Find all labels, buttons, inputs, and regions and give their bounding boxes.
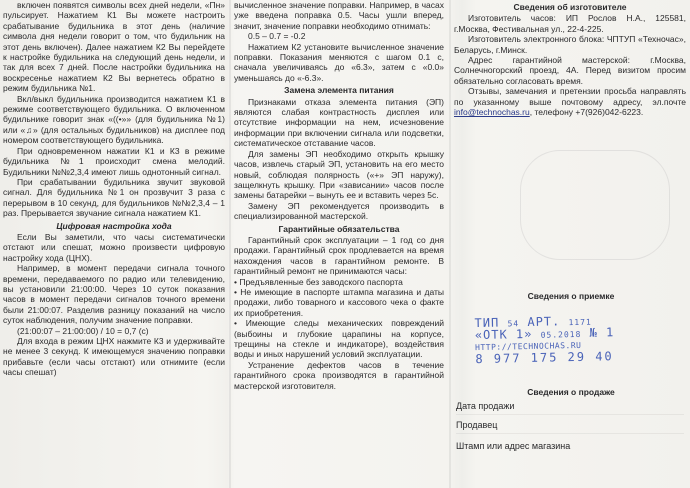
email-link[interactable]: info@technochas.ru (454, 107, 530, 118)
adjustment-example-paragraph: Например, в момент передачи сигнала точного времени, передаваемого по радио или телевидению, вы установили 21:00:00. Через 10 суток показания часов в момент передачи сигналов точного времени были 21:00:07. Разделив разницу показаний на число суток наблюдения, получим значение поправки. (3, 263, 225, 326)
correction-value-paragraph: вычисленное значение поправки. Например, в часах уже введена поправка 0.5. Часы ушли вперед, значит, значение поправки необходимо отнимать: (234, 0, 444, 31)
electronics-manufacturer: Изготовитель электронного блока: ЧПТУП «Техночас», Беларусь, г.Минск. (454, 34, 686, 55)
manufacturer-address: Изготовитель часов: ИП Рослов Н.А., 125581, г.Москва, Фестивальная ул., 22-4-225. (454, 13, 686, 34)
seller-label: Продавец (456, 420, 498, 430)
shop-stamp-label: Штамп или адрес магазина (456, 441, 571, 451)
warranty-repair-paragraph: Устранение дефектов часов в течение гарантийного срока производятся в гарантийной мастерской изготовителя. (234, 359, 444, 391)
feedback-phone: , телефону +7(926)042-6223. (529, 107, 644, 118)
service-center-address: Адрес гарантийной мастерской: г.Москва, Солнечногорский проезд, 4А. Перед визитом просим обязательно согласовать время. (454, 55, 686, 86)
battery-replacement-heading: Замена элемента питания (284, 85, 394, 96)
acceptance-heading: Сведения о приемке (527, 291, 615, 301)
stamp-phone: 8 977 175 29 40 (475, 349, 614, 367)
alarm-melody-paragraph: При одновременном нажатии К1 и К3 в режиме будильника №1 происходит смена мелодий. Будильники №№2,3,4 имеют лишь однотонный сигнал. (3, 145, 225, 177)
digital-adjustment-heading: Цифровая настройка хода (56, 220, 172, 231)
column-battery-and-warranty (234, 0, 444, 488)
battery-failure-signs: Признаками отказа элемента питания (ЭП) являются слабая контрастность дисплея или отсутствие информации на нем, исчезновение информации при включении сигнала или подсветки, систематическое отставание часов. (234, 96, 444, 149)
stamp-number: № 1 (589, 325, 615, 341)
sale-date-label: Дата продажи (456, 401, 515, 411)
warranty-exclusion-1: • Предъявленные без заводского паспорта (234, 276, 403, 287)
manufacturer-heading: Сведения об изготовителе (513, 2, 627, 12)
alarm-toggle-paragraph: Вкл/выкл будильника производится нажатием К1 в режиме соответствующего будильника. О включенном будильнике говорит знак «((•»» (для будильника №1) или «♫» (для остальных будильников) на дисплее под номером соответствующего будильника. (3, 93, 225, 146)
warranty-term-paragraph: Гарантийный срок эксплуатации – 1 год со дня продажи. Гарантийный срок продлевается на время нахождения часов в гарантийном ремонте. В гарантийный ремонт не принимаются часы: (234, 234, 444, 277)
alarm-signal-paragraph: При срабатывании будильника звучит звуковой сигнал. Для будильника №1 он прозвучит 3 раза с перерывом в 10 секунд, для будильников №№2,3,4 – 1 раз. Прерывается звучание сигнала нажатием К1. (3, 176, 225, 219)
battery-workshop-note: Замену ЭП рекомендуется производить в специализированной мастерской. (234, 200, 444, 222)
column-alarm-and-adjustment (3, 0, 225, 488)
warranty-exclusion-3: • Имеющие следы механических повреждений (выбоины и глубокие царапины на корпусе, трещины на стекле и индикаторе), воздействия воды и иных нарушений условий эксплуатации. (234, 318, 444, 360)
stamp-type-value: 54 (507, 319, 520, 329)
feedback-paragraph (454, 86, 686, 117)
warranty-exclusion-2: • Не имеющие в паспорте штампа магазина и даты продажи, либо товарного и кассового чека о факте их приобретения. (234, 286, 444, 318)
warranty-heading: Гарантийные обязательства (278, 223, 400, 234)
correction-set-paragraph: Нажатием К2 установите вычисленное значение поправки. Показания меняются с шагом 0.1 с, сначала увеличиваясь до «6.3», затем с «0.0» уменьшаясь до «-6.3». (234, 41, 444, 83)
acceptance-stamp (474, 314, 675, 368)
battery-replacement-steps: Для замены ЭП необходимо открыть крышку часов, извлечь старый ЭП, установить на его место новый, соблюдая полярность («+» ЭП наружу), защелкнуть крышку. При «зависании» часов после замены батарейки – вынуть ее и вставить через 5с. (234, 148, 444, 201)
stamp-art-value: 1171 (568, 317, 592, 328)
correction-formula: 0.5 – 0.7 = -0.2 (248, 31, 306, 42)
sale-date-line (456, 414, 684, 415)
feedback-text: Отзывы, замечания и претензии просьба направлять по указанному выше почтовому адресу, эл.почте (454, 86, 686, 107)
stamp-otk: «ОТК 1» (474, 327, 533, 343)
fold-line-2 (449, 0, 451, 488)
fold-line-1 (229, 0, 231, 488)
adjustment-entry-paragraph: Для входа в режим ЦНХ нажмите К3 и удерживайте не менее 3 секунд. К имеющемуся значению поправки прибавьте (если часы отстают) или отнимите (если часы спешат) (3, 336, 225, 378)
stamp-url: HTTP://TECHNOCHAS.RU (475, 340, 582, 352)
adjustment-formula: (21:00:07 – 21:00:00) / 10 = 0,7 (с) (17, 325, 149, 336)
adjustment-intro-paragraph: Если Вы заметили, что часы систематически отстают или спешат, можно произвести цифровую настройку хода (ЦНХ). (3, 231, 225, 263)
alarm-days-paragraph: включен появятся символы всех дней недели, «Пн» пульсирует. Нажатием К1 Вы можете настроить срабатывание будильника в этот день (наличие символа дня недели говорит о том, что будильник на этот день включен). Далее нажатием К2 Вы перейдете к настройке будильника на следующий день недели, и так для всех 7 дней. После настройки будильника на воскресенье нажатием К2 Вы вернетесь обратно в режим будильника №1. (3, 0, 225, 94)
stamp-type-label: ТИП (474, 315, 500, 331)
sale-heading: Сведения о продаже (527, 387, 615, 397)
seller-line (456, 433, 684, 434)
stamp-art-label: АРТ. (527, 314, 561, 329)
stamp-date: 05.2018 (540, 330, 582, 341)
